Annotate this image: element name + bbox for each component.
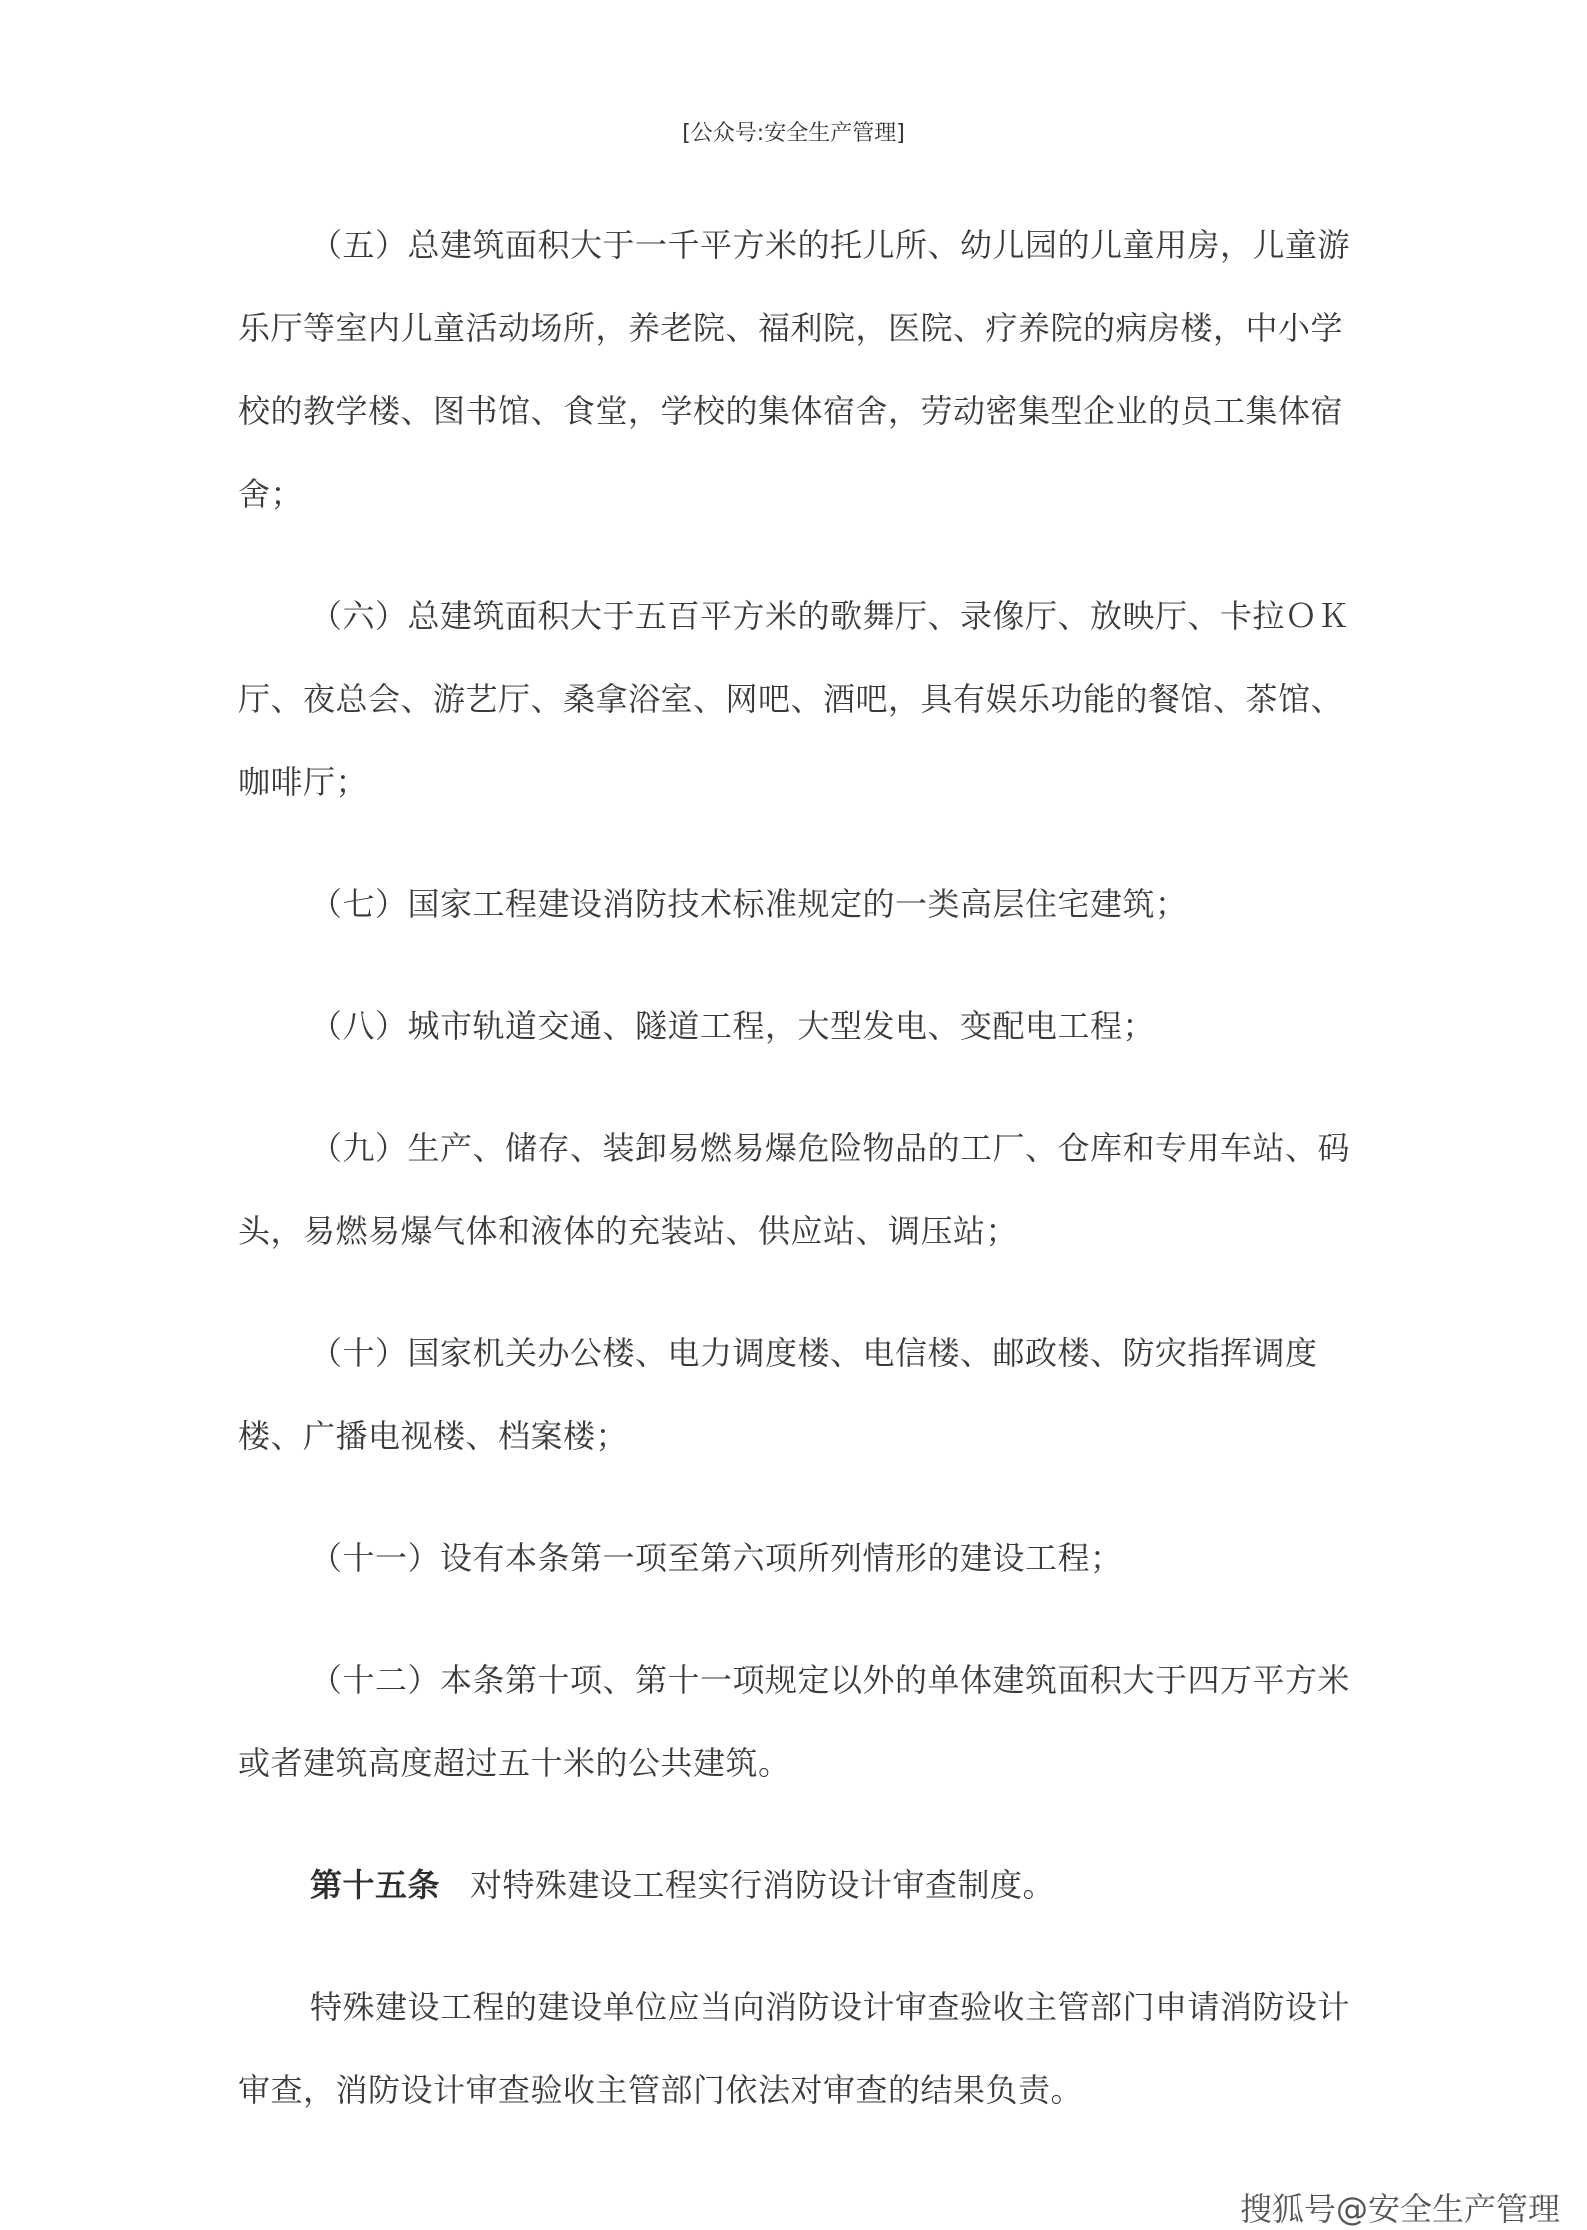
paragraph-item-7: （七）国家工程建设消防技术标准规定的一类高层住宅建筑； <box>310 885 1188 923</box>
article-15-text: 对特殊建设工程实行消防设计审查制度。 <box>470 1866 1056 1904</box>
source-header: [公众号:安全生产管理] <box>682 121 905 146</box>
paragraph-item-9: （九）生产、储存、装卸易燃易爆危险物品的工厂、仓库和专用车站、码头，易燃易爆气体和液体的充装站、供应站、调压站； <box>238 1129 1351 1250</box>
article-15 <box>238 1844 1358 1927</box>
paragraph-item-10: （十）国家机关办公楼、电力调度楼、电信楼、邮政楼、防灾指挥调度楼、广播电视楼、档案楼； <box>238 1334 1318 1455</box>
paragraph-item-11: （十一）设有本条第一项至第六项所列情形的建设工程； <box>310 1539 1123 1577</box>
paragraph-item-12: （十二）本条第十项、第十一项规定以外的单体建筑面积大于四万平方米或者建筑高度超过五十米的公共建筑。 <box>238 1661 1351 1782</box>
paragraph-final: 特殊建设工程的建设单位应当向消防设计审查验收主管部门申请消防设计审查，消防设计审查验收主管部门依法对审查的结果负责。 <box>238 1988 1351 2109</box>
watermark: 搜狐号@安全生产管理 <box>1240 2190 1561 2228</box>
paragraph-item-5: （五）总建筑面积大于一千平方米的托儿所、幼儿园的儿童用房，儿童游乐厅等室内儿童活动场所，养老院、福利院，医院、疗养院的病房楼，中小学校的教学楼、图书馆、食堂，学校的集体宿舍，劳动密集型企业的员工集体宿舍； <box>238 226 1351 513</box>
paragraph-item-8: （八）城市轨道交通、隧道工程，大型发电、变配电工程； <box>310 1007 1156 1045</box>
article-15-title: 第十五条 <box>310 1866 441 1904</box>
document-body <box>238 204 1358 2132</box>
paragraph-item-6: （六）总建筑面积大于五百平方米的歌舞厅、录像厅、放映厅、卡拉ＯＫ厅、夜总会、游艺厅、桑拿浴室、网吧、酒吧，具有娱乐功能的餐馆、茶馆、咖啡厅； <box>238 597 1351 801</box>
